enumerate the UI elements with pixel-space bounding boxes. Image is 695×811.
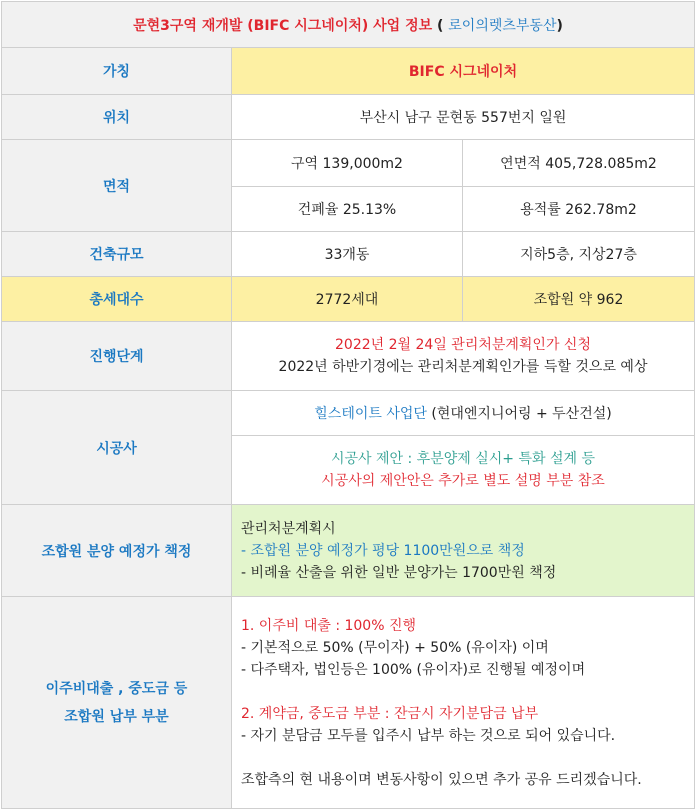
presale-line-2: - 조합원 분양 예정가 평당 1100만원으로 책정 bbox=[241, 542, 525, 559]
label-payment bbox=[2, 597, 232, 809]
label-scale: 건축규모 bbox=[2, 232, 232, 277]
label-area: 면적 bbox=[2, 140, 232, 232]
contractor-proposal: 시공사 제안 : 후분양제 실시+ 특화 설계 등 bbox=[331, 451, 595, 467]
row-presale bbox=[2, 505, 695, 597]
value-stage bbox=[232, 322, 695, 391]
row-payment bbox=[2, 597, 695, 809]
value-presale bbox=[232, 505, 695, 597]
stage-line-2: 2022년 하반기경에는 관리처분계획인가를 득할 것으로 예상 bbox=[278, 359, 648, 375]
value-total-households: 2772세대 bbox=[232, 277, 463, 322]
row-stage bbox=[2, 322, 695, 391]
table-title: 문현3구역 재개발 (BIFC 시그네이처) 사업 정보 bbox=[133, 17, 433, 34]
payment-line-4: 2. 계약금, 중도금 부분 : 잔금시 자기분담금 납부 bbox=[241, 705, 539, 722]
value-payment bbox=[232, 597, 695, 809]
value-name: BIFC 시그네이처 bbox=[232, 48, 695, 95]
value-coverage-ratio: 건폐율 25.13% bbox=[232, 187, 463, 232]
source-paren-close: ) bbox=[556, 17, 563, 34]
value-floor-area-ratio: 용적률 262.78m2 bbox=[463, 187, 695, 232]
label-households: 총세대수 bbox=[2, 277, 232, 322]
payment-line-5: - 자기 분담금 모두를 입주시 납부 하는 것으로 되어 있습니다. bbox=[241, 727, 616, 744]
value-members: 조합원 약 962 bbox=[463, 277, 695, 322]
row-name bbox=[2, 48, 695, 95]
row-households bbox=[2, 277, 695, 322]
row-location bbox=[2, 95, 695, 140]
label-presale: 조합원 분양 예정가 책정 bbox=[2, 505, 232, 597]
label-name: 가칭 bbox=[2, 48, 232, 95]
value-contractor-proposal bbox=[232, 436, 695, 505]
project-info-table bbox=[1, 1, 695, 809]
contractor-name: 힐스테이트 사업단 bbox=[314, 406, 427, 422]
payment-line-1: 1. 이주비 대출 : 100% 진행 bbox=[241, 617, 417, 634]
value-buildings: 33개동 bbox=[232, 232, 463, 277]
payment-spacer-1 bbox=[241, 681, 688, 703]
stage-line-1: 2022년 2월 24일 관리처분계획인가 신청 bbox=[335, 337, 591, 353]
source-name: 로이의렛츠부동산 bbox=[448, 17, 557, 34]
presale-line-1: 관리처분계획시 bbox=[241, 520, 336, 537]
value-floors: 지하5층, 지상27층 bbox=[463, 232, 695, 277]
value-contractor bbox=[232, 391, 695, 436]
contractor-note: 시공사의 제안안은 추가로 별도 설명 부분 참조 bbox=[321, 473, 605, 489]
label-contractor: 시공사 bbox=[2, 391, 232, 505]
presale-line-3: - 비례율 산출을 위한 일반 분양가는 1700만원 책정 bbox=[241, 564, 557, 581]
row-area-1 bbox=[2, 140, 695, 187]
row-contractor-1 bbox=[2, 391, 695, 436]
header-row bbox=[2, 2, 695, 48]
contractor-detail: (현대엔지니어링 + 두산건설) bbox=[426, 406, 612, 422]
row-scale bbox=[2, 232, 695, 277]
payment-label-line-2: 조합원 납부 부분 bbox=[64, 708, 169, 725]
payment-spacer-2 bbox=[241, 747, 688, 769]
value-location: 부산시 남구 문현동 557번지 일원 bbox=[232, 95, 695, 140]
payment-line-6: 조합측의 현 내용이며 변동사항이 있으면 추가 공유 드리겠습니다. bbox=[241, 771, 642, 788]
source-paren-open: ( bbox=[432, 17, 449, 34]
value-floor-area: 연면적 405,728.085m2 bbox=[463, 140, 695, 187]
table-header bbox=[2, 2, 695, 48]
payment-line-2: - 기본적으로 50% (무이자) + 50% (유이자) 이며 bbox=[241, 639, 549, 656]
label-location: 위치 bbox=[2, 95, 232, 140]
value-zone-area: 구역 139,000m2 bbox=[232, 140, 463, 187]
label-stage: 진행단계 bbox=[2, 322, 232, 391]
payment-label-line-1: 이주비대출 , 중도금 등 bbox=[45, 680, 188, 697]
payment-line-3: - 다주택자, 법인등은 100% (유이자)로 진행될 예정이며 bbox=[241, 661, 586, 678]
